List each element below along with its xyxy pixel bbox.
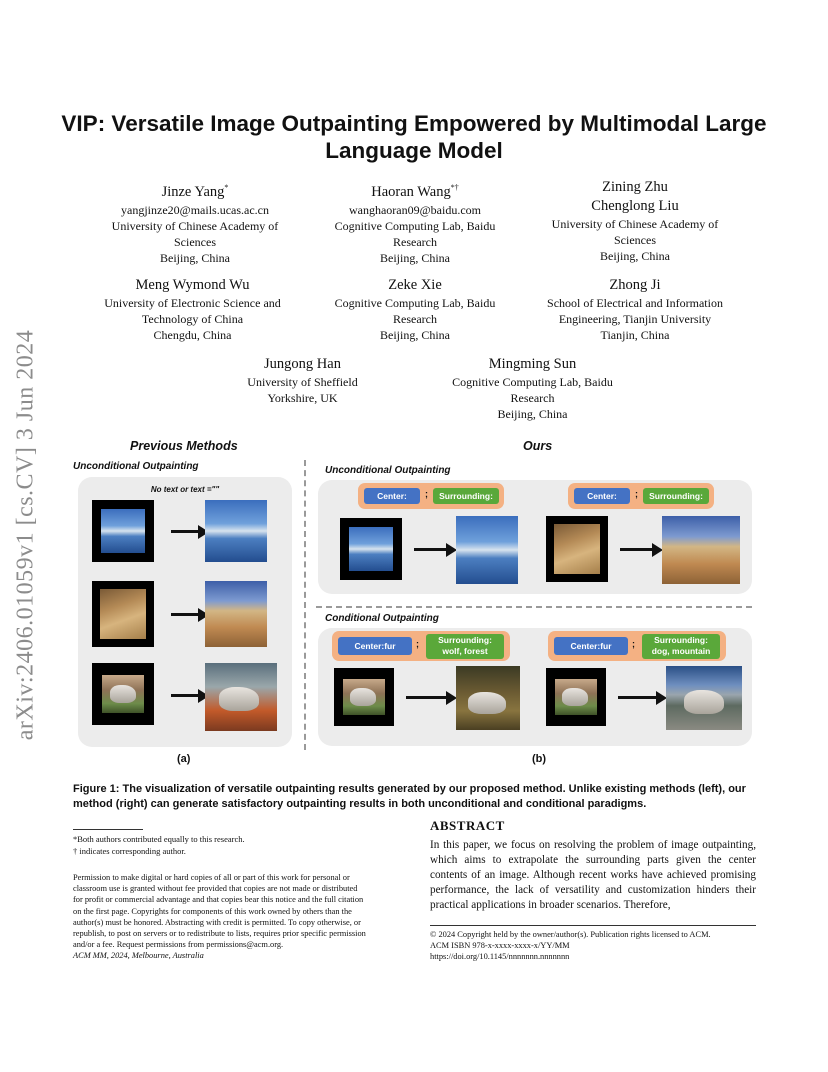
divider	[316, 606, 752, 608]
previous-methods-heading: Previous Methods	[130, 439, 238, 453]
input-wolf-image	[334, 668, 394, 726]
footnote: *Both authors contributed equally to this research.	[73, 834, 245, 844]
arxiv-identifier: arXiv:2406.01059v1 [cs.CV] 3 Jun 2024	[12, 329, 39, 741]
divider	[304, 460, 306, 750]
author-name: Zining Zhu	[602, 179, 668, 195]
surrounding-tag: Surrounding:	[433, 488, 499, 504]
output-lake-image	[205, 500, 267, 562]
author-block: Mingming Sun Cognitive Computing Lab, Baidu Research Beijing, China	[420, 355, 645, 422]
unconditional-subheading: Unconditional Outpainting	[325, 465, 451, 476]
figure-caption: Figure 1: The visualization of versatile outpainting results generated by our proposed method. Unlike existing methods (left), our method (right) can generate satisfactory outpainting results in both unconditional and conditional paradigms.	[73, 783, 746, 810]
unconditional-panel: Center: ; Surrounding: Center: ; Surrounding:	[318, 480, 752, 594]
author-block: Zining Zhu Chenglong Liu University of Chinese Academy of Sciences Beijing, China	[530, 178, 740, 264]
figure-1	[60, 432, 770, 772]
surrounding-tag: Surrounding:	[643, 488, 709, 504]
copyright-notice: © 2024 Copyright held by the owner/author(s). Publication rights licensed to ACM. ACM ISBN 978-x-xxxx-xxxx-x/YY/MM https://doi.org/10.1145/nnnnnnn.nnnnnnn	[430, 930, 711, 962]
input-bike-image	[92, 581, 154, 647]
footnote-rule	[73, 829, 143, 830]
author-block: Meng Wymond Wu University of Electronic Science and Technology of China Chengdu, China	[80, 276, 305, 343]
permission-notice: Permission to make digital or hard copies of all or part of this work for personal or classroom use is granted without fee provided that copies are not made or distributed for profit or commercial advantage and that copies bear this notice and the full citation on the first page. Copyrights for components of this work owned by others than the author(s) must be honored. Abstracting with credit is permitted. To copy otherwise, or republish, to post on servers or to redistribute to lists, requires prior specific permission and/or a fee. Request permissions from permissions@acm.org. ACM MM, 2024, Melbourne, Australia	[73, 873, 366, 961]
label-b: (b)	[532, 753, 547, 765]
conditional-subheading: Conditional Outpainting	[325, 613, 439, 624]
input-lake-image	[92, 500, 154, 562]
footnote: † indicates corresponding author.	[73, 846, 186, 856]
center-tag: Center:	[574, 488, 630, 504]
surrounding-dog-mountain-tag: Surrounding: dog, mountain	[642, 634, 720, 659]
center-fur-tag: Center:fur	[338, 637, 412, 655]
copyright-rule	[430, 925, 756, 926]
center-fur-tag: Center:fur	[554, 637, 628, 655]
input-bike-image	[546, 516, 608, 582]
author-block: Zhong Ji School of Electrical and Information Engineering, Tianjin University Tianjin, China	[525, 276, 745, 343]
no-text-note: No text or text =""	[150, 485, 220, 494]
author-name: Meng Wymond Wu	[135, 277, 250, 293]
surrounding-wolf-forest-tag: Surrounding: wolf, forest	[426, 634, 504, 659]
output-dog-mountain-image	[666, 666, 742, 730]
center-tag: Center:	[364, 488, 420, 504]
author-name: Zhong Ji	[609, 277, 661, 293]
abstract-body: In this paper, we focus on resolving the problem of image outpainting, which aims to extrapolate the surrounding parts given the center contents of an image. Although recent works have achieved promising performance, the lack of versatility and customization hinders their practical applications in broader scenarios. Therefore,	[430, 839, 756, 911]
input-wolf-image	[546, 668, 606, 726]
abstract-heading: ABSTRACT	[430, 818, 505, 833]
author-name: Jinze Yang*	[161, 183, 229, 200]
input-lake-image	[340, 518, 402, 580]
input-wolf-image	[92, 663, 154, 725]
author-name: Jungong Han	[264, 356, 341, 372]
author-name: Zeke Xie	[388, 277, 442, 293]
ours-heading: Ours	[523, 439, 553, 453]
author-block: Zeke Xie Cognitive Computing Lab, Baidu Research Beijing, China	[310, 276, 520, 343]
author-name: Haoran Wang*†	[371, 183, 459, 200]
left-subheading: Unconditional Outpainting	[73, 461, 199, 472]
label-a: (a)	[177, 753, 191, 765]
output-wolf-forest-image	[456, 666, 520, 730]
author-block: Jungong Han University of Sheffield Yorkshire, UK	[200, 355, 405, 406]
author-name: Chenglong Liu	[591, 198, 679, 214]
conditional-panel: Center:fur ; Surrounding: wolf, forest Center:fur ; Surrounding: dog, mountain	[318, 628, 752, 746]
output-bike-image	[205, 581, 267, 647]
author-block: Jinze Yang* yangjinze20@mails.ucas.ac.cn University of Chinese Academy of Sciences Beijing, China	[90, 178, 300, 266]
previous-methods-panel	[78, 477, 292, 747]
author-block: Haoran Wang*† wanghaoran09@baidu.com Cognitive Computing Lab, Baidu Research Beijing, China	[310, 178, 520, 266]
output-lake-image	[456, 516, 518, 584]
output-bike-image	[662, 516, 740, 584]
paper-title: VIP: Versatile Image Outpainting Empowered by Multimodal Large Language Model	[61, 111, 767, 163]
output-wolf-image	[205, 663, 277, 731]
author-name: Mingming Sun	[488, 356, 577, 372]
